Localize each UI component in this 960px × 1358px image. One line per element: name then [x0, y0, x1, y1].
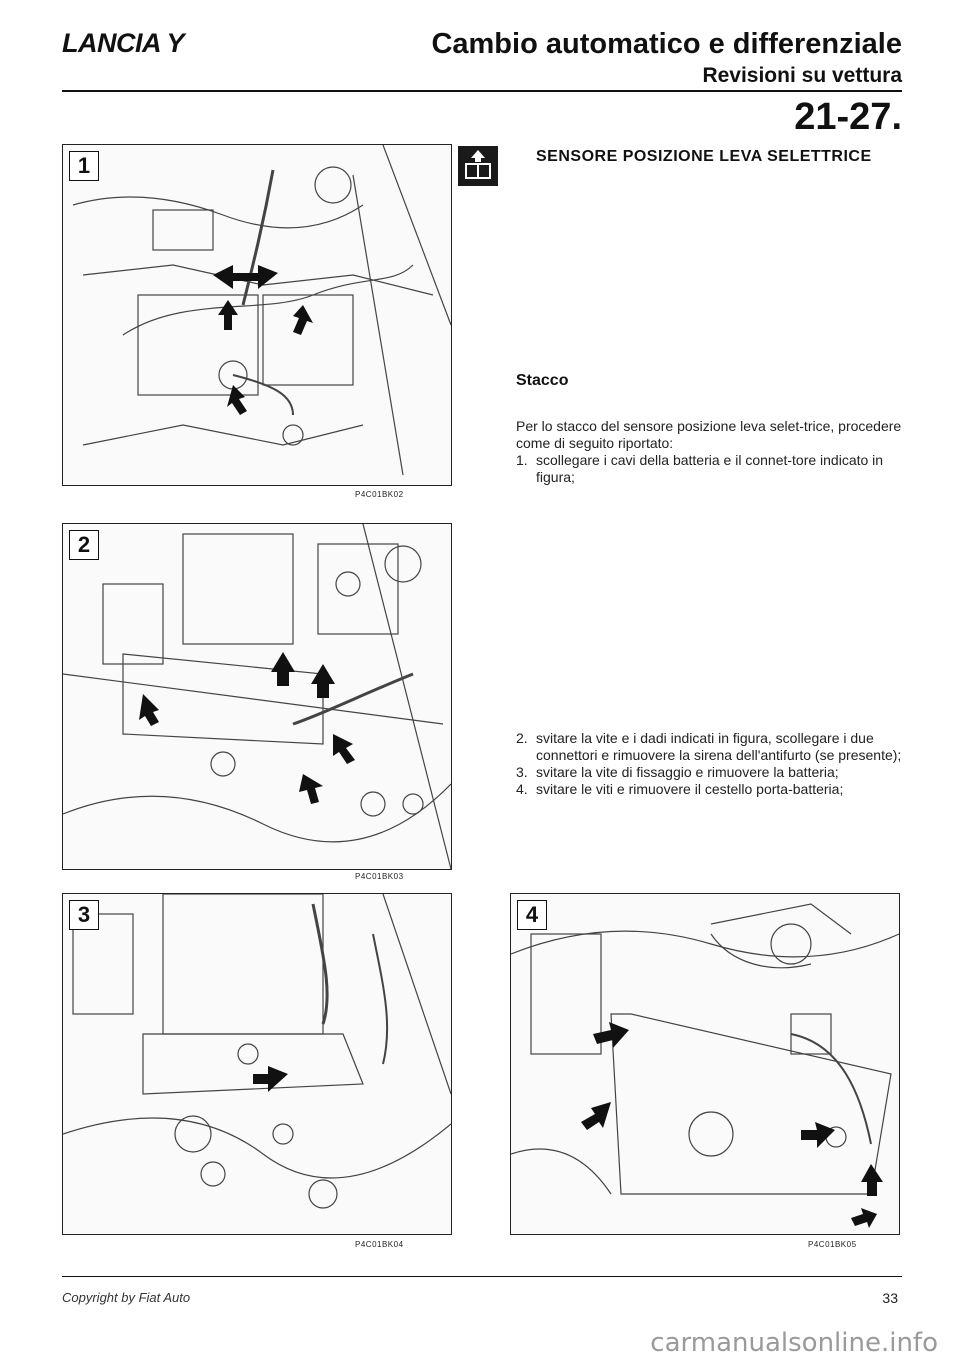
step-text: svitare le viti e rimuovere il cestello porta-batteria;	[536, 781, 844, 797]
figure-2-caption: P4C01BK03	[355, 872, 404, 881]
figure-1-drawing	[63, 145, 451, 485]
figure-1	[62, 144, 452, 486]
figure-3	[62, 893, 452, 1235]
step-number: 1.	[516, 452, 528, 468]
figure-3-caption: P4C01BK04	[355, 1240, 404, 1249]
step-number: 4.	[516, 781, 528, 797]
page-number: 33	[882, 1290, 898, 1306]
page-code: 21-27.	[794, 96, 902, 138]
step-text: scollegare i cavi della batteria e il connet-tore indicato in figura;	[536, 452, 884, 485]
figure-4-drawing	[511, 894, 899, 1234]
step-item	[516, 781, 908, 798]
figure-4-caption: P4C01BK05	[808, 1240, 857, 1249]
step-text: svitare la vite e i dadi indicati in figura, scollegare i due connettori e rimuovere la sirena dell'antifurto (se presente);	[536, 730, 902, 763]
header-rule	[62, 90, 902, 92]
page-title: Cambio automatico e differenziale	[431, 28, 902, 60]
figure-3-number: 3	[69, 900, 99, 930]
step-number: 3.	[516, 764, 528, 780]
brand-title: LANCIA Y	[62, 28, 185, 58]
step-number: 2.	[516, 730, 528, 746]
step-item	[516, 730, 908, 764]
figure-2	[62, 523, 452, 870]
steps-list-a	[516, 452, 908, 486]
step-item	[516, 452, 908, 486]
procedure-intro: Per lo stacco del sensore posizione leva selet-trice, procedere come di seguito riportato:	[516, 418, 902, 451]
page-subtitle: Revisioni su vettura	[702, 64, 902, 87]
footer-rule	[62, 1276, 902, 1277]
step-item	[516, 764, 908, 781]
figure-3-drawing	[63, 894, 451, 1234]
watermark: carmanualsonline.info	[650, 1328, 938, 1358]
copyright-text: Copyright by Fiat Auto	[62, 1290, 191, 1305]
removal-icon	[458, 146, 498, 186]
figure-2-drawing	[63, 524, 451, 869]
figure-4-number: 4	[517, 900, 547, 930]
figure-1-number: 1	[69, 151, 99, 181]
section-title: SENSORE POSIZIONE LEVA SELETTRICE	[536, 148, 872, 165]
figure-2-number: 2	[69, 530, 99, 560]
step-text: svitare la vite di fissaggio e rimuovere la batteria;	[536, 764, 839, 780]
procedure-heading: Stacco	[516, 372, 569, 389]
figure-1-caption: P4C01BK02	[355, 490, 404, 499]
steps-list-b	[516, 730, 908, 798]
figure-4	[510, 893, 900, 1235]
